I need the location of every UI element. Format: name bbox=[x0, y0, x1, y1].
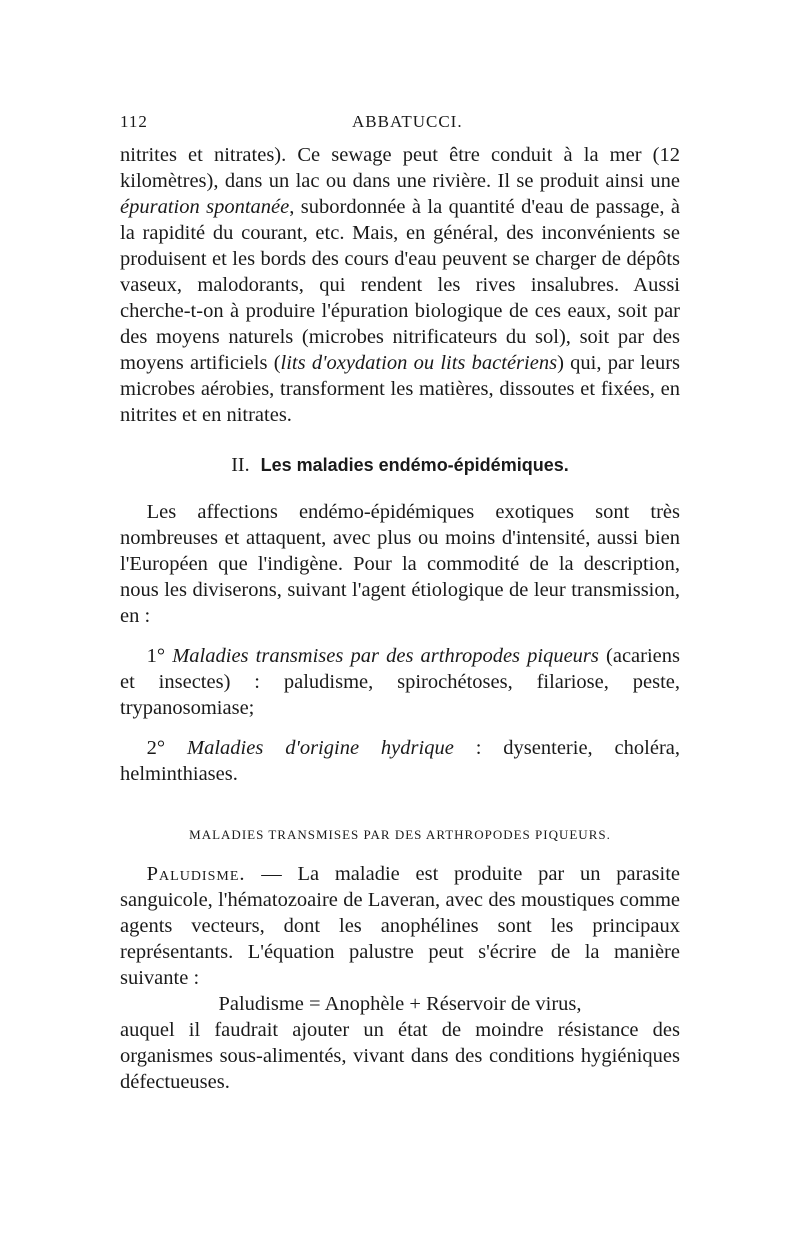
paragraph-sewage bbox=[120, 142, 680, 428]
page bbox=[120, 112, 680, 1095]
section-heading bbox=[120, 454, 680, 477]
list-item-1-title: Maladies transmises par des arthropodes piqueurs bbox=[172, 645, 599, 667]
list-item-2 bbox=[120, 735, 680, 787]
paludisme-lead: Paludisme. bbox=[146, 863, 246, 885]
formula: Paludisme = Anophèle + Réservoir de virus, bbox=[218, 993, 582, 1015]
list-item-2-number: 2° bbox=[146, 737, 166, 759]
list-item-1-text: (acariens et insectes) : paludisme, spirochétoses, filariose, peste, trypanosomiase; bbox=[120, 645, 681, 719]
subsection-heading: MALADIES TRANSMISES PAR DES ARTHROPODES PIQUEURS. bbox=[189, 827, 611, 842]
paragraph-sewage-em-b: lits d'oxydation ou lits bactériens bbox=[280, 352, 558, 374]
paludisme-after-paragraph: auquel il faudrait ajouter un état de moindre résistance des organismes sous-alimentés, vivant dans des conditions hygiéniques défectueuses. bbox=[120, 1019, 680, 1093]
list-item-2-title: Maladies d'origine hydrique bbox=[187, 737, 454, 759]
section-number: II. bbox=[231, 454, 250, 476]
running-head bbox=[120, 112, 680, 142]
running-title: ABBATUCCI. bbox=[352, 112, 463, 131]
list-item-1-number: 1° bbox=[146, 645, 166, 667]
paludisme-paragraph bbox=[120, 861, 680, 991]
intro-paragraph: Les affections endémo-épidémiques exotiques sont très nombreuses et attaquent, avec plus ou moins d'intensité, aussi bien l'Européen que l'indigène. Pour la commodité de la description, nous les diviserons, suivant l'agent étiologique de leur transmission, en : bbox=[120, 501, 680, 627]
paludisme-text: — La maladie est produite par un parasite sanguicole, l'hématozoaire de Laveran, avec des moustiques comme agents vecteurs, dont les anophélines sont les principaux représentants. L'équation palustre peut s'écrire de la manière suivante : bbox=[120, 863, 680, 989]
list-item-2-text: : dysenterie, choléra, helminthiases. bbox=[120, 737, 680, 785]
paragraph-sewage-em-a: épuration spontanée bbox=[120, 196, 290, 218]
page-number: 112 bbox=[120, 112, 148, 131]
section-title: Les maladies endémo-épidémiques. bbox=[260, 455, 569, 475]
paragraph-sewage-text-a: nitrites et nitrates). Ce sewage peut être conduit à la mer (12 kilomètres), dans un lac ou dans une rivière. Il se produit ainsi une bbox=[120, 144, 680, 192]
paragraph-sewage-text-c: ) qui, par leurs microbes aérobies, transforment les matières, dissoutes et fixées, en nitrites et en nitrates. bbox=[120, 352, 681, 426]
paragraph-sewage-text-b: , subordonnée à la quantité d'eau de passage, à la rapidité du courant, etc. Mais, en général, des inconvénients se produisent et les bords des cours d'eau peuvent se charger de dépôts vaseux, malodorants, qui rendent les rives insalubres. Aussi cherche-t-on à produire l'épuration biologique de ces eaux, soit par des moyens naturels (microbes nitrificateurs du sol), soit par des moyens artificiels ( bbox=[120, 196, 680, 374]
list-item-1 bbox=[120, 643, 680, 721]
